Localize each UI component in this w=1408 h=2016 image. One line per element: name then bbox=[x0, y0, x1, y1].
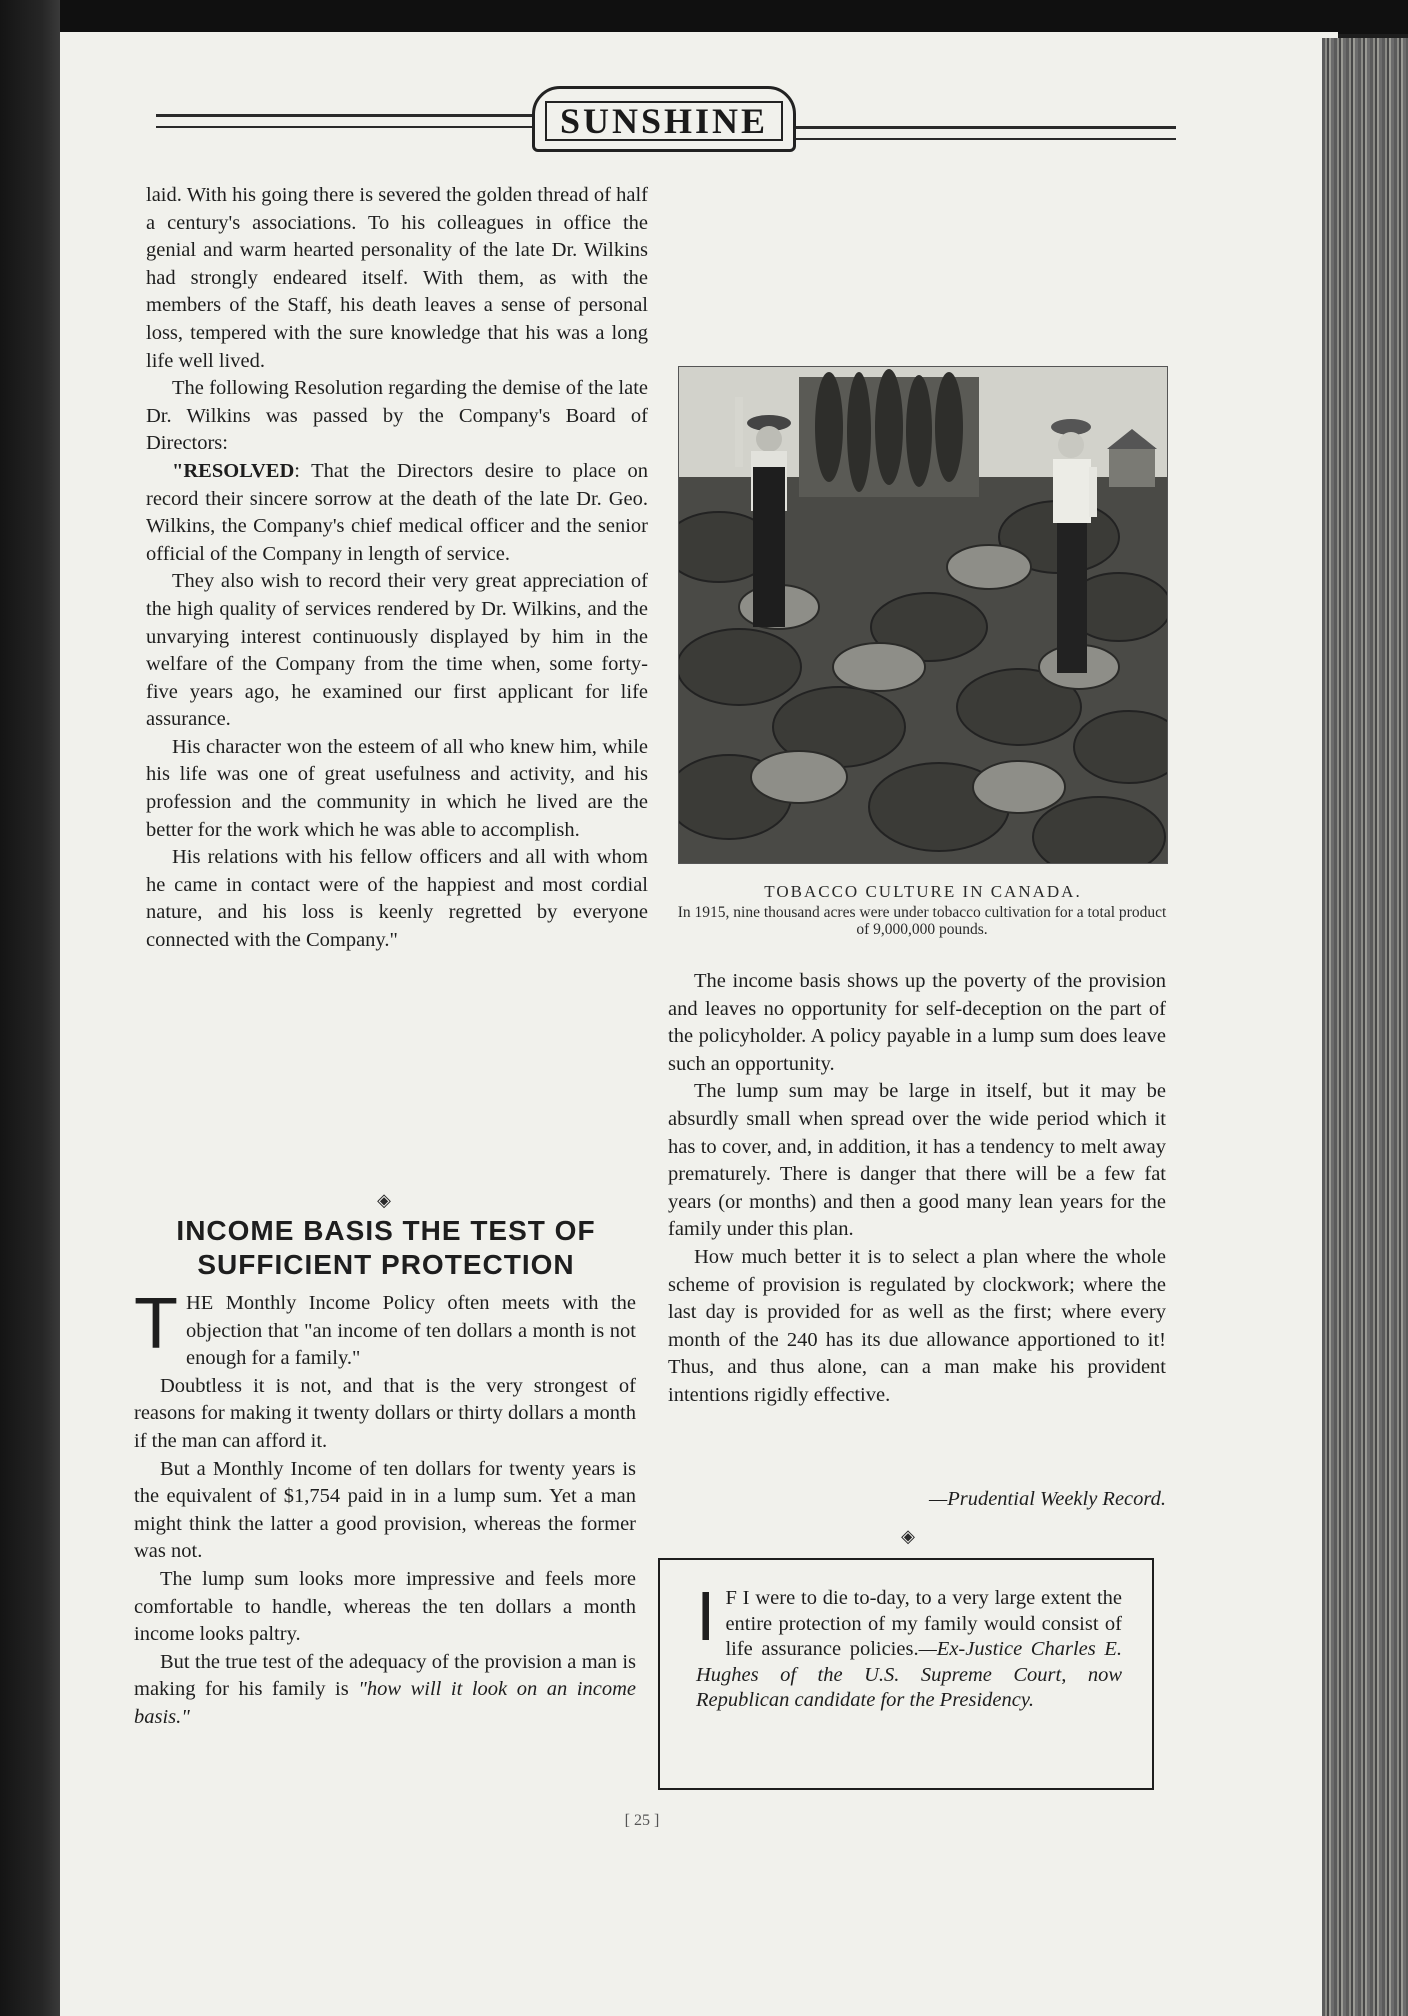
page-number: [ 25 ] bbox=[624, 1812, 660, 1829]
article-paragraph-lead: But the true test of the adequacy of the provision a man is making for his family is bbox=[134, 1650, 636, 1701]
tobacco-photo-illustration bbox=[679, 367, 1168, 864]
article-paragraph: The income basis shows up the poverty of the provision and leaves no opportunity for self-deception on the part of the policyholder. A policy payable in a lump sum does leave such an opportunity. bbox=[668, 970, 1166, 1075]
masthead-title: SUNSHINE bbox=[559, 101, 769, 141]
article-paragraph: But a Monthly Income of ten dollars for twenty years is the equivalent of $1,754 paid in in a lump sum. Yet a man might think the latter a good provision, whereas the former was not. bbox=[134, 1457, 636, 1563]
masthead-rule-right-bottom bbox=[792, 138, 1176, 140]
article-paragraph-italic: "how will it look on an income basis." bbox=[134, 1678, 636, 1728]
quote-body: F I were to die to-day, to a very large extent the entire protection of my family would consist of life assurance policies. bbox=[725, 1587, 1122, 1660]
drop-cap: T bbox=[134, 1284, 178, 1364]
masthead-rule-left-top bbox=[156, 114, 536, 117]
obituary-paragraph: laid. With his going there is severed the golden thread of half a century's associations. To his colleagues in office the genial and warm hearted personality of the late Dr. Wilkins had strongly endeared itself. With them, as with the members of the Staff, his death leaves a sense of personal loss, tempered with the sure knowledge that his was a long life well lived. bbox=[146, 184, 648, 372]
photo-caption-text: In 1915, nine thousand acres were under tobacco cultivation for a total product of 9,000,000 pounds. bbox=[677, 904, 1167, 938]
obituary-paragraph: His character won the esteem of all who knew him, while his life was one of great usefulness and activity, and his profession and the community in which he lived are the better for the work which he was able to accomplish. bbox=[146, 735, 648, 841]
article-intro-text: HE Monthly Income Policy often meets with the objection that "an income of ten dollars a month is not enough for a family." bbox=[185, 1292, 636, 1370]
ornament-divider: ◈ bbox=[901, 1526, 915, 1547]
article-attribution: —Prudential Weekly Record. bbox=[928, 1488, 1166, 1510]
masthead-frame bbox=[545, 101, 783, 141]
ornament-divider: ◈ bbox=[377, 1190, 391, 1211]
article-body bbox=[134, 1284, 636, 1732]
article-paragraph: The lump sum may be large in itself, but it may be absurdly small when spread over the wide period which it has to cover, and, in addition, it has a tendency to melt away prematurely. There is danger that there will be a few fat years (or months) and then a good many lean years for the family under this plan. bbox=[668, 1080, 1166, 1241]
article-intro bbox=[134, 1284, 636, 1373]
obituary-paragraph: The following Resolution regarding the demise of the late Dr. Wilkins was passed by the Company's Board of Directors: bbox=[146, 377, 648, 455]
quote-drop-cap: I bbox=[696, 1577, 716, 1655]
obituary-paragraph: His relations with his fellow officers and all with whom he came in contact were of the happiest and most cordial nature, and his loss is keenly regretted by everyone connected with the Company." bbox=[146, 846, 648, 952]
page-left-edge bbox=[0, 0, 60, 2016]
article-heading: INCOME BASIS THE TEST OF SUFFICIENT PROTECTION bbox=[176, 1215, 596, 1280]
resolved-label: "RESOLVED bbox=[172, 459, 295, 482]
article-paragraph-last bbox=[134, 1649, 636, 1732]
article-paragraph: How much better it is to select a plan where the whole scheme of provision is regulated by clockwork; where the last day is provided for as well as the first; where every month of the 240 has its due allowance apportioned to it! Thus, and thus alone, can a man make his provident intentions rigidly effective. bbox=[668, 1245, 1166, 1406]
masthead-rule-right-top bbox=[792, 126, 1176, 129]
page-top-edge bbox=[0, 0, 1408, 34]
quote-text bbox=[696, 1577, 1122, 1714]
photo-caption-title: TOBACCO CULTURE IN CANADA. bbox=[764, 882, 1082, 901]
masthead-rule-left-bottom bbox=[156, 126, 536, 128]
resolved-text: : That the Directors desire to place on record their sincere sorrow at the death of the late Dr. Geo. Wilkins, the Company's chief medical officer and the senior official of the Company in length of service. bbox=[146, 459, 648, 565]
article-right-column bbox=[668, 968, 1166, 1410]
masthead bbox=[532, 86, 796, 152]
quote-box bbox=[658, 1558, 1154, 1790]
resolution-paragraph bbox=[146, 458, 648, 568]
article-paragraph: The lump sum looks more impressive and feels more comfortable to handle, whereas the ten dollars a month income looks paltry. bbox=[134, 1567, 636, 1646]
tobacco-photo bbox=[678, 366, 1168, 864]
book-binding bbox=[1322, 38, 1408, 2016]
obituary-paragraph: They also wish to record their very great appreciation of the high quality of services rendered by Dr. Wilkins, and the unvarying interest continuously displayed by him in the welfare of the Company from the time when, some forty-five years ago, he examined our first applicant for life assurance. bbox=[146, 570, 648, 731]
quote-attribution: —Ex-Justice Charles E. Hughes of the U.S. Supreme Court, now Republican candidate for the Presidency. bbox=[696, 1638, 1122, 1711]
article-paragraph: Doubtless it is not, and that is the very strongest of reasons for making it twenty dollars or thirty dollars a month if the man can afford it. bbox=[134, 1374, 636, 1452]
obituary-column bbox=[146, 182, 648, 955]
